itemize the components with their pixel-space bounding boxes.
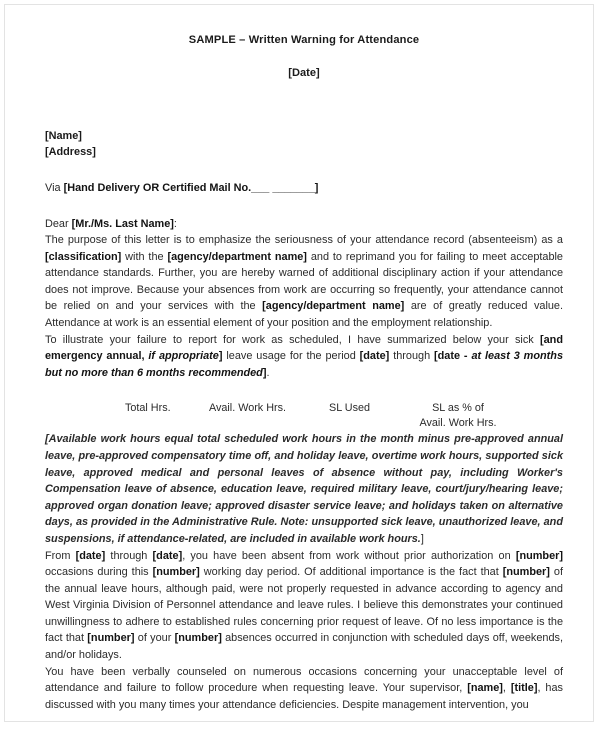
- from-text-2: through: [105, 549, 153, 562]
- placeholder-bracket-close-2: ]: [262, 366, 267, 379]
- column-header-total-hrs: Total Hrs.: [125, 402, 171, 415]
- recipient-address-block: [45, 128, 563, 160]
- counseled-text-3: , has discussed with you many times your attendance deficiencies. Despite management intervention, you: [45, 682, 563, 711]
- document-content: [45, 5, 563, 713]
- placeholder-date-start: [date]: [359, 350, 390, 363]
- paragraph-absence-record: [45, 548, 563, 664]
- placeholder-number-occasions: [number]: [515, 549, 564, 562]
- from-text-7: of your: [134, 632, 175, 645]
- from-text-4: occasions during this: [45, 566, 153, 579]
- salutation-name: [Mr./Ms. Last Name]: [71, 218, 174, 230]
- from-text-1: From: [45, 549, 76, 562]
- purpose-text-4: are of greatly reduced value. Attendance at work is an essential element of your position and the employment relationship.: [45, 300, 564, 329]
- column-header-sl-percent-line2: Avail. Work Hrs.: [419, 416, 497, 429]
- illustrate-text-2: leave usage for the period: [222, 350, 360, 363]
- placeholder-from-date: [date]: [75, 549, 106, 562]
- column-header-sl-percent-line1: SL as % of: [432, 402, 484, 415]
- column-header-sl-used: SL Used: [329, 402, 371, 415]
- from-text-6: of the annual leave hours, although paid, were not properly requested in advance according to agency and West Virginia Division of Personnel attendance and leave rules. I believe this demonstrates your continued unwillingness to adhere to established rules concerning prior request of leave. Of no less importance is the fact that: [45, 566, 564, 645]
- salutation-greeting: Dear: [45, 218, 72, 230]
- counseled-text-2: ,: [502, 682, 511, 695]
- placeholder-number-working-days: [number]: [152, 566, 200, 579]
- placeholder-supervisor-title: [title]: [510, 682, 538, 695]
- from-text-3: , you have been absent from work without prior authorization on: [182, 549, 516, 562]
- date-placeholder: [Date]: [288, 67, 320, 79]
- recipient-address: [Address]: [45, 146, 96, 158]
- from-text-5: working day period. Of additional importance is the fact that: [199, 566, 503, 579]
- placeholder-number-total-absences: [number]: [174, 632, 222, 645]
- paragraph-illustrate: [45, 332, 563, 382]
- summary-table-header-row: [45, 401, 563, 431]
- document-page: [4, 4, 594, 722]
- via-value: [Hand Delivery OR Certified Mail No.___ _______]: [63, 182, 319, 194]
- placeholder-through-date: [date]: [152, 549, 183, 562]
- placeholder-agency-name-2: [agency/department name]: [262, 300, 405, 313]
- available-hours-bracket-close: ]: [420, 532, 424, 545]
- placeholder-agency-name-1: [agency/department name]: [167, 250, 307, 263]
- column-header-avail-work-hrs: Avail. Work Hrs.: [209, 402, 286, 415]
- salutation-colon: :: [173, 218, 177, 230]
- page-title: SAMPLE – Written Warning for Attendance: [188, 34, 420, 46]
- placeholder-emergency-annual: [and emergency annual,: [45, 333, 563, 363]
- available-hours-text: [Available work hours equal total scheduled work hours in the month minus pre-approved annual leave, pre-approved compensatory time off, and holiday leave, overtime work hours, supported sick leave, approved medical and personal leaves of absence without pay, including Worker's Compensation leave of absence, education leave, required military leave, court/jury/hearing leave; approved organ donation leave; approved disaster service leave; and holidays taken on alternative days, as provided in the Administrative Rule. Note: unsupported sick leave, unauthorized leave, and suspensions, if attendance-related, are included in available work hours.: [45, 433, 563, 545]
- illustrate-text-4: .: [266, 366, 270, 379]
- purpose-text-1: The purpose of this letter is to emphasize the seriousness of your attendance record (absenteeism) as a: [45, 234, 563, 246]
- column-header-sl-percent: [393, 401, 523, 430]
- placeholder-number-annual-leave: [number]: [502, 566, 550, 579]
- paragraph-counseling-history: [45, 664, 563, 714]
- from-text-8: absences occurred in conjunction with scheduled days off, weekends, and/or holidays.: [45, 632, 563, 662]
- placeholder-if-appropriate: if appropriate: [148, 350, 219, 363]
- delivery-method-line: [45, 180, 563, 196]
- placeholder-supervisor-name: [name]: [467, 682, 503, 695]
- paragraph-purpose: [45, 232, 563, 332]
- counseled-text-1: You have been verbally counseled on numerous occasions concerning your unacceptable level of attendance and failure to follow procedure when requesting leave. Your supervisor,: [45, 665, 563, 695]
- recipient-name: [Name]: [45, 130, 82, 142]
- salutation-line: [45, 216, 563, 232]
- illustrate-text-1: To illustrate your failure to report for work as scheduled, I have summarized below your sick: [45, 333, 540, 346]
- paragraph-available-hours-note: [45, 431, 563, 547]
- placeholder-number-conjunction: [number]: [87, 632, 135, 645]
- illustrate-text-3: through: [389, 350, 435, 363]
- placeholder-bracket-close-1: ]: [218, 350, 223, 363]
- purpose-text-3: and to reprimand you for failing to meet acceptable attendance standards. Further, you are hereby warned of additional disciplinary action if your attendance does not improve. Because your absences from work are occurring so frequently, your attendance cannot be relied on and your services with the: [45, 250, 563, 313]
- placeholder-date-end: [date -: [434, 350, 472, 363]
- placeholder-months-note: at least 3 months but no more than 6 months recommended: [45, 350, 563, 379]
- purpose-text-2: with the: [121, 250, 168, 263]
- placeholder-classification: [classification]: [45, 250, 122, 263]
- via-label: Via: [45, 182, 64, 194]
